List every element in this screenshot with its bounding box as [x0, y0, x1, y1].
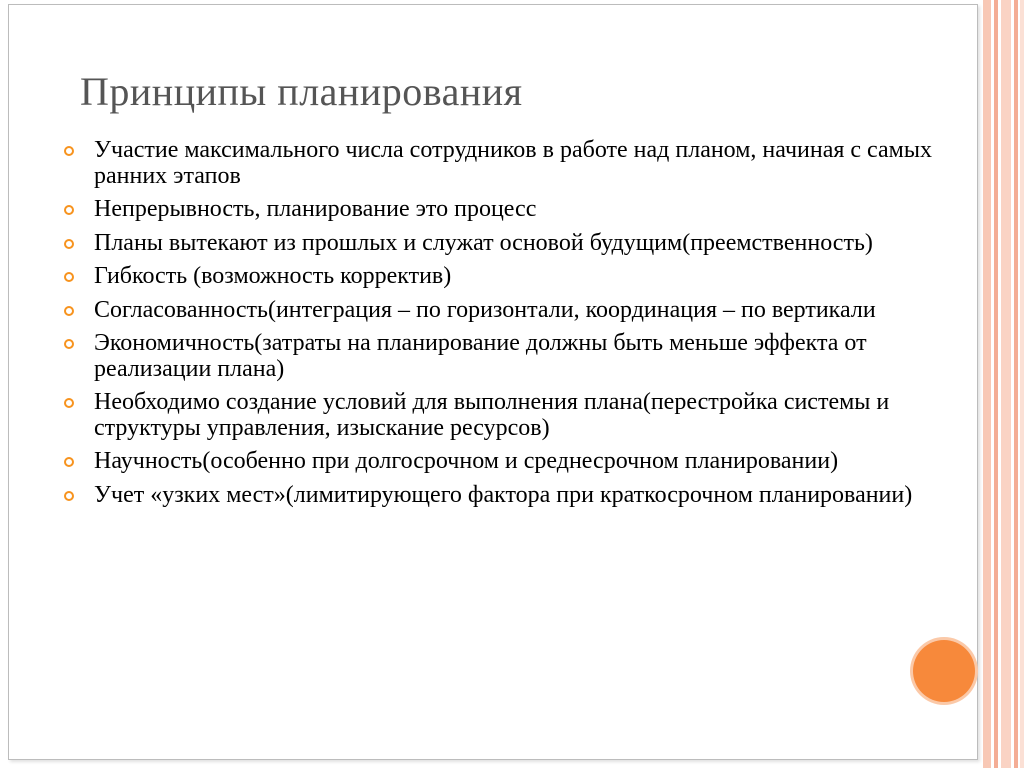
list-item-text: Экономичность(затраты на планирование должны быть меньше эффекта от реализации плана) [94, 330, 867, 382]
list-item-text: Планы вытекают из прошлых и служат основой будущим(преемственность) [94, 229, 873, 256]
decorative-stripe [1001, 0, 1011, 768]
list-item [60, 449, 960, 475]
list-item [60, 298, 960, 324]
slide-title: Принципы планирования [80, 69, 523, 114]
ring-bullet-icon [64, 239, 74, 249]
list-item [60, 138, 960, 189]
ring-bullet-icon [64, 398, 74, 408]
ring-bullet-icon [64, 146, 74, 156]
list-item-text: Гибкость (возможность корректив) [94, 263, 452, 289]
bullet-list [60, 138, 960, 516]
ring-bullet-icon [64, 205, 74, 215]
list-item [60, 390, 960, 441]
list-item [60, 483, 960, 509]
decorative-stripe [994, 0, 998, 768]
list-item-text: Участие максимального числа сотрудников в работе над планом, начиная с самых ранних этапов [94, 137, 932, 189]
decorative-stripe [1014, 0, 1018, 768]
decorative-circle-icon [913, 640, 975, 702]
list-item-text: Необходимо создание условий для выполнения плана(перестройка системы и структуры управления, изыскание ресурсов) [94, 389, 890, 441]
decorative-stripe [1020, 0, 1024, 768]
list-item [60, 331, 960, 382]
ring-bullet-icon [64, 457, 74, 467]
decorative-stripe [983, 0, 991, 768]
list-item [60, 264, 960, 290]
ring-bullet-icon [64, 272, 74, 282]
list-item-text: Учет «узких мест»(лимитирующего фактора при краткосрочном планировании) [94, 481, 913, 508]
ring-bullet-icon [64, 491, 74, 501]
list-item-text: Научность(особенно при долгосрочном и среднесрочном планировании) [94, 448, 839, 474]
list-item [60, 231, 960, 257]
list-item [60, 197, 960, 223]
list-item-text: Непрерывность, планирование это процесс [94, 196, 537, 222]
ring-bullet-icon [64, 339, 74, 349]
ring-bullet-icon [64, 306, 74, 316]
list-item-text: Согласованность(интеграция – по горизонтали, координация – по вертикали [94, 296, 876, 323]
